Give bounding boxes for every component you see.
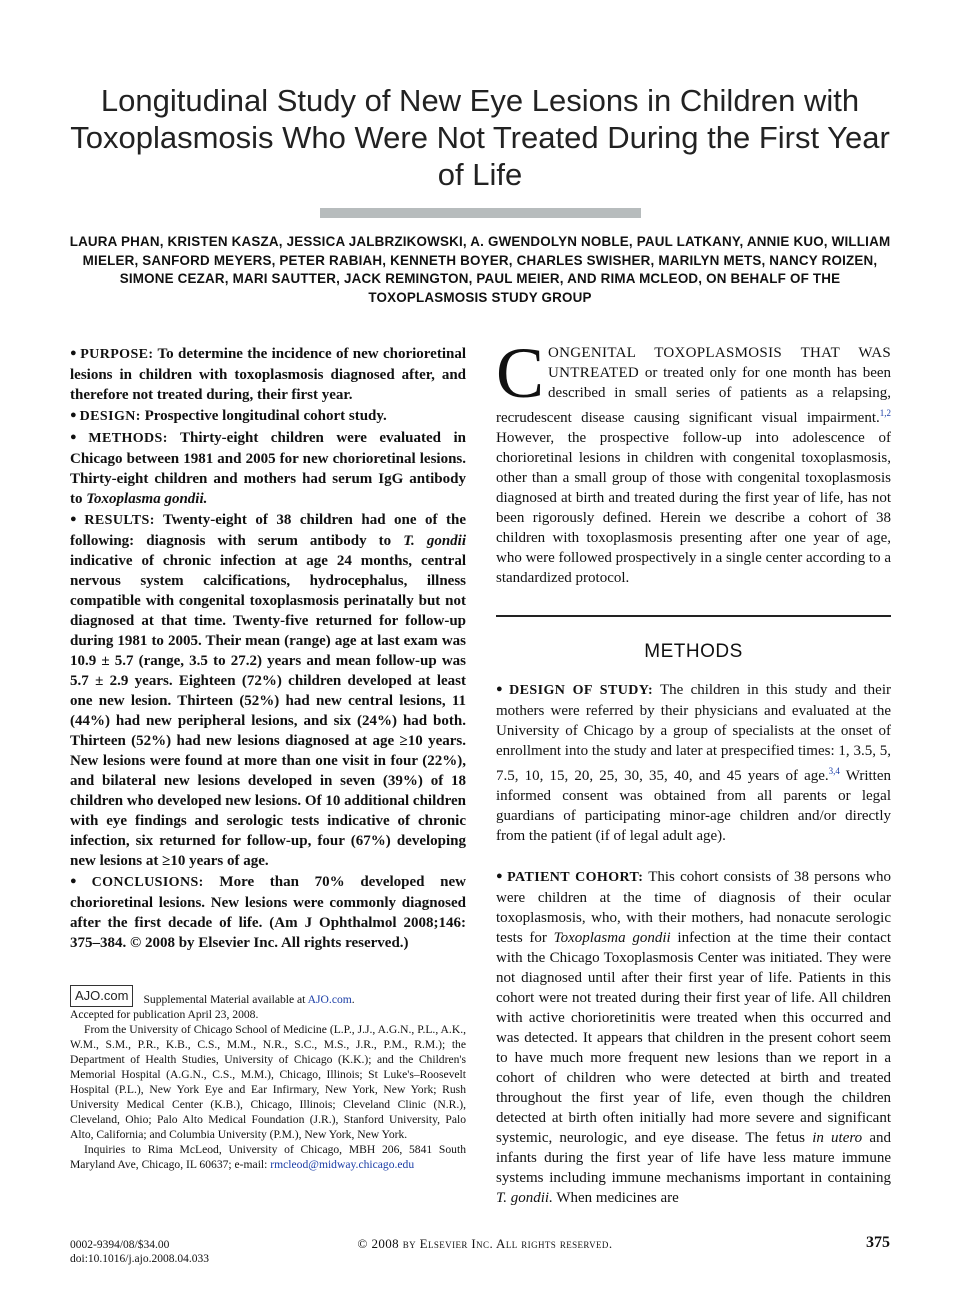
affiliations-note: From the University of Chicago School of Medicine (L.P., J.J., A.G.N., P.L., A.K., W.M., S.M., P.R., K.B., C.S., M.M., N.R., S.C., M.S., J.R., P.M., R.M.); the Department of Health Studies, University of Chicago (K.K.); and the Children's Memorial Hospital (A.G.N., C.S., M.M.), Chicago, Illinois; St Luke's–Roosevelt Hospital (P.L.), New York Eye and Ear Infirmary, New York, New York; Rush University Medical Center (K.B.), Chicago, Illinois; Cleveland Clinic (N.R.), Cleveland, Ohio; Palo Alto Medical Foundation (J.R.), Stanford University, Palo Alto, California; and Columbia University (P.M.), New York, New York. [70,1023,466,1141]
design-ref[interactable]: 3,4 [828,766,840,776]
intro-text-2: However, the prospective follow-up into adolescence of chorioretinal lesions in children with congenital toxoplasmosis, other than a small group of those with congenital toxoplasmosis diagnosed at birth and treated during the first year of life, has not been rigorously defined. Herein we describe a cohort of 38 children with toxoplasmosis presenting after one year of age, who were followed prospectively in a single center according to a standardized protocol. [496,430,891,586]
email-link[interactable]: rmcleod@midway.chicago.edu [270,1158,415,1171]
purpose-text: To determine the incidence of new chorioretinal lesions in children with toxoplasmosis diagnosed after, and therefore not treated during, their first year. [70,346,466,403]
results-organism: T. gondii [403,533,467,549]
cohort-in-utero: in utero [812,1130,863,1146]
abstract-purpose [70,343,466,405]
design-of-study-text: The children in this study and their mothers were referred by their physicians and evaluated at the University of Chicago by a group of specialists at the onset of enrollment into the study and later at prespecified times: 1, 3.5, 5, 7.5, 10, 15, 20, 25, 30, 35, 40, and 45 years of age. [496,682,891,784]
results-text-2: indicative of chronic infection at age 24 months, central nervous system calcifications, hydrocephalus, illness compatible with congenital toxoplasmosis perinatally but not diagnosed at that time. Twenty-five returned for follow-up during 1981 to 2005. Their mean (range) age at last exam was 10.9 ± 5.7 (range, 3.5 to 27.2) years and mean follow-up was 5.7 ± 2.9 years. Eighteen (72%) children developed at least one new lesion. Thirteen (52%) had new central lesions, 11 (44%) had new peripheral lesions, and six (24%) had both. Thirteen (52%) had new lesions diagnosed at age ≥10 years. New lesions were found at more than one visit in four (22%), and bilateral new lesions developed in seven (39%) of 18 children who developed new lesions. Of 10 additional children with eye findings and serologic tests indicative of chronic infection, six returned for follow-up, four (67%) developing new lesions at ≥10 years of age. [70,553,466,869]
design-of-study-text-2: Written informed consent was obtained from all parents or legal guardians of participating minor-age children and/or directly from the patient (if of legal adult age). [496,768,891,844]
patient-cohort-label: PATIENT COHORT: [507,870,644,885]
methods-organism: Toxoplasma gondii. [86,491,208,507]
footnotes [70,985,466,1172]
methods-heading: METHODS [644,641,743,662]
cohort-text-2: infection at the time their contact with the Chicago Toxoplasmosis Center was initiated. They were not diagnosed until after their first year of life. Patients in this cohort were not treated during their first year of life. All children with active chorioretinitis were treated when this occurred and was detected. It appears that children in the present cohort seem to have much more frequent new lesions than we report in a cohort of children who were detected at birth and treated throughout the first year of life, even though the children detected at birth often initially had more severe and significant systemic, neurologic, and eye disease. The fetus [496,930,891,1146]
section-rule [496,615,891,617]
bullet-icon: ● [70,347,78,359]
bullet-icon: ● [496,683,507,695]
design-of-study-paragraph [496,679,891,846]
abstract-design [70,405,466,427]
supplemental-text: Supplemental Material available at [143,993,306,1006]
design-of-study-label: DESIGN OF STUDY: [509,683,654,698]
purpose-label: PURPOSE: [80,347,154,362]
methods-label: METHODS: [88,431,168,446]
intro-paragraph [496,333,892,588]
abstract [70,343,466,953]
bullet-icon: ● [496,870,505,882]
abstract-results [70,509,466,871]
doi: doi:10.1016/j.ajo.2008.04.033 [70,1253,209,1265]
bullet-icon: ● [70,409,77,421]
design-text: Prospective longitudinal cohort study. [144,408,387,424]
abstract-citation: (Am J Ophthalmol 2008;146: 375–384. © 2008 by Elsevier Inc. All rights reserved.) [70,915,466,951]
intro-text-1: or treated only for one month has been described in small series of patients as a relapsing, recrudescent disease causing significant visual impairment. [496,365,892,426]
intro-lead: ONGENITAL TOXOPLASMOSIS THAT WAS UNTREATED [548,345,891,381]
abstract-methods [70,427,466,509]
drop-cap: C [496,333,545,413]
intro-ref[interactable]: 1,2 [879,408,891,418]
supplemental-end: . [351,993,355,1006]
accepted-note: Accepted for publication April 23, 2008. [70,1008,259,1021]
bullet-icon: ● [70,513,82,525]
cohort-text-4: When medicines are [556,1190,679,1206]
inquiries-note [70,1142,466,1172]
footer-identifiers [70,1238,209,1266]
abstract-conclusions [70,871,466,953]
title-divider [320,208,641,218]
design-label: DESIGN: [79,409,141,424]
results-label: RESULTS: [84,513,155,528]
article-title: Longitudinal Study of New Eye Lesions in Children with Toxoplasmosis Who Were Not Treated During the First Year of Life [70,83,890,192]
results-text-1: Twenty-eight of 38 children had one of the following: diagnosis with serum antibody to [70,512,466,549]
supplemental-link[interactable]: AJO.com [307,993,352,1006]
inquiries-text: Inquiries to Rima McLeod, University of Chicago, MBH 206, 5841 South Maryland Ave, Chicago, IL 60637; e-mail: [70,1143,466,1171]
patient-cohort-paragraph [496,866,891,1208]
cohort-text-1: This cohort consists of 38 persons who were children at the time of diagnosis of their ocular toxoplasmosis, who, with their mothers, had nonacute serologic tests for [496,869,891,946]
author-list: LAURA PHAN, KRISTEN KASZA, JESSICA JALBRZIKOWSKI, A. GWENDOLYN NOBLE, PAUL LATKANY, ANNIE KUO, WILLIAM MIELER, SANFORD MEYERS, PETER RABIAH, KENNETH BOYER, CHARLES SWISHER, MARILYN METS, NANCY ROIZEN, SIMONE CEZAR, MARI SAUTTER, JACK REMINGTON, PAUL MEIER, AND RIMA MCLEOD, ON BEHALF OF THE TOXOPLASMOSIS STUDY GROUP [69,234,891,305]
conclusions-text: More than 70% developed new chorioretinal lesions. New lesions were commonly diagnosed after the first decade of life. [70,874,467,931]
cohort-organism: Toxoplasma gondii [553,930,671,946]
ajo-logo: AJO.com [70,985,133,1007]
bullet-icon: ● [70,431,86,443]
supplemental-note [70,985,466,1007]
page-number: 375 [866,1234,890,1251]
body-text [496,333,892,1208]
cohort-organism-short: T. gondii. [496,1190,553,1206]
conclusions-label: CONCLUSIONS: [91,875,204,890]
cohort-text-3: and infants during the first year of life have less mature immune systems including immune mechanisms important in containing [496,1130,892,1186]
methods-text: Thirty-eight children were evaluated in Chicago between 1981 and 2005 for new chorioretinal lesions. Thirty-eight children and mothers had serum IgG antibody to [70,430,466,507]
issn: 0002-9394/08/$34.00 [70,1239,170,1251]
bullet-icon: ● [70,875,89,887]
footer-copyright: © 2008 by Elsevier Inc. All rights reserved. [357,1236,613,1251]
